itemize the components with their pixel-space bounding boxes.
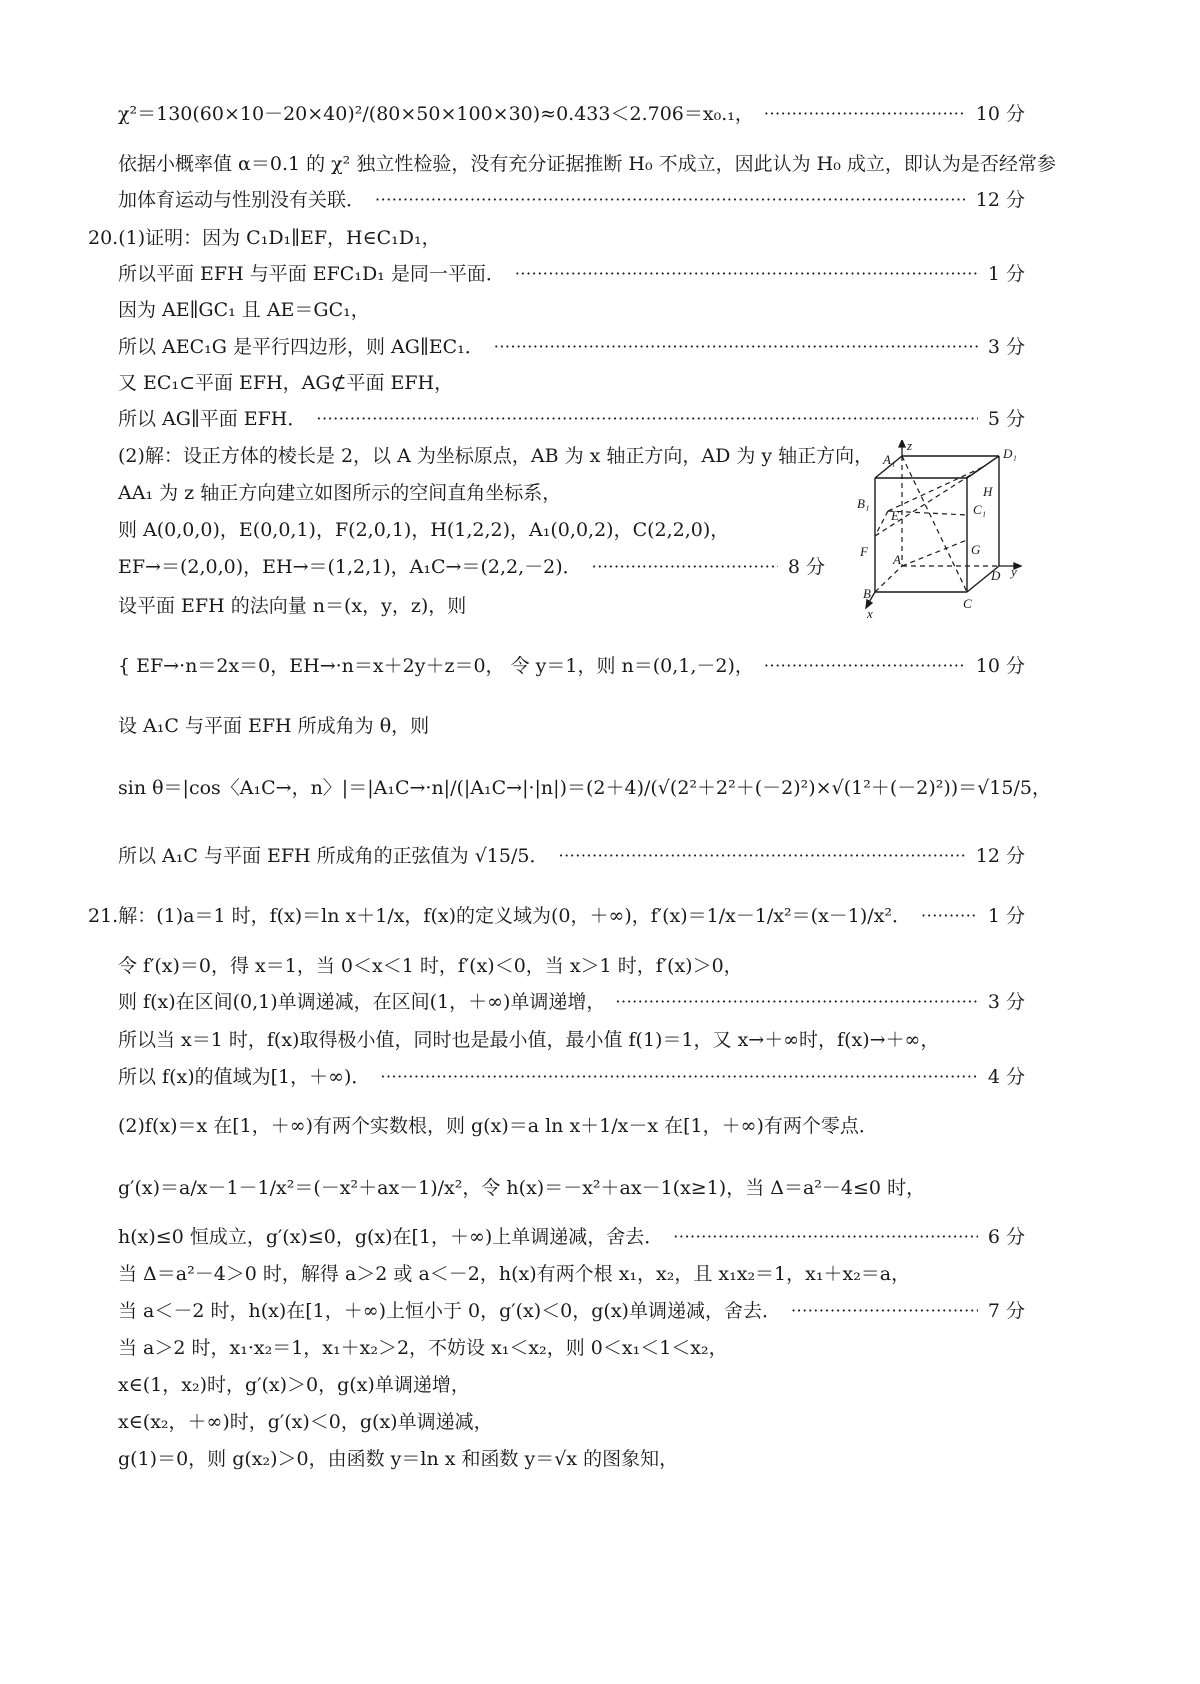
q21-line (118, 1332, 1200, 1364)
line-text: x∈(x₂，＋∞)时，g′(x)＜0，g(x)单调递减， (118, 1411, 493, 1433)
line-text: sin θ＝|cos〈A₁C→，n〉|＝|A₁C→·n|/(|A₁C→|·|n|)＝(2＋4)/(√(2²＋2²＋(－2)²)×√(1²＋(－2)²))＝√15/5， (118, 777, 1051, 799)
line-text: 则 f(x)在区间(0,1)单调递减，在区间(1，＋∞)单调递增， (118, 991, 606, 1013)
q21-head (88, 900, 1025, 932)
line-text: (2)解：设正方体的棱长是 2，以 A 为坐标原点，AB 为 x 轴正方向，AD 为 y 轴正方向， (118, 445, 874, 467)
label-D1: D₁ (1003, 446, 1017, 461)
line-text: { EF→·n＝2x＝0，EH→·n＝x＋2y＋z＝0， 令 y＝1，则 n＝(0,1,－2)， (118, 655, 754, 677)
dot-leader (380, 1061, 978, 1093)
score: 1 分 (987, 263, 1025, 285)
score: 12 分 (975, 189, 1025, 211)
line-text: 当 a＜－2 时，h(x)在[1，＋∞)上恒小于 0，g′(x)＜0，g(x)单调递减，舍去． (118, 1300, 781, 1322)
score: 4 分 (987, 1066, 1025, 1088)
score: 7 分 (987, 1300, 1025, 1322)
score: 12 分 (975, 845, 1025, 867)
line-text: χ²＝130(60×10－20×40)²/(80×50×100×30)≈0.433＜2.706＝x₀.₁， (118, 103, 754, 125)
line-text: 加体育运动与性别没有关联． (118, 189, 366, 211)
line-text: 设 A₁C 与平面 EFH 所成角为 θ，则 (118, 715, 430, 737)
cube-figure (855, 440, 1035, 620)
line-text: 因为 AE∥GC₁ 且 AE＝GC₁， (118, 299, 370, 321)
line-text: 令 f′(x)＝0，得 x＝1，当 0＜x＜1 时，f′(x)＜0，当 x＞1 时，f′(x)＞0， (118, 955, 743, 977)
q21-line (118, 1258, 1200, 1290)
q20-coordinates (118, 514, 1200, 546)
q21-line (118, 1443, 1200, 1475)
score: 3 分 (987, 336, 1025, 358)
q20-line (118, 367, 1200, 399)
label-A1: A₁ (883, 452, 896, 467)
label-C1: C₁ (973, 502, 987, 517)
line-text: 21.解：(1)a＝1 时，f(x)＝ln x＋1/x，f(x)的定义域为(0，＋∞)，f′(x)＝1/x－1/x²＝(x－1)/x²． (88, 905, 912, 927)
q20-line (118, 258, 1025, 290)
label-F: F (860, 544, 868, 559)
score: 8 分 (787, 556, 825, 578)
z-arrow-icon (899, 440, 905, 447)
label-B: B (863, 586, 871, 601)
q20-vectors (118, 551, 825, 583)
dot-leader (673, 1221, 978, 1253)
q21-line (118, 1406, 1200, 1438)
q21-line (118, 950, 1200, 982)
segment-EC1 (888, 511, 967, 515)
line-text: 所以 f(x)的值域为[1，＋∞)． (118, 1066, 371, 1088)
q21-derivative (118, 1172, 1200, 1204)
q20-answer (118, 840, 1025, 872)
line-text: 则 A(0,0,0)，E(0,0,1)，F(2,0,1)，H(1,2,2)，A₁(0,0,2)，C(2,2,0)， (118, 519, 730, 541)
dot-leader (375, 184, 966, 216)
label-C: C (963, 596, 972, 611)
line-text: x∈(1，x₂)时，g′(x)＞0，g(x)单调递增， (118, 1374, 470, 1396)
q20-proof-head (88, 222, 1200, 254)
label-y: y (1011, 564, 1017, 579)
q20-line (118, 477, 1200, 509)
score: 5 分 (987, 408, 1025, 430)
line-text: 所以 A₁C 与平面 EFH 所成角的正弦值为 √15/5． (118, 845, 549, 867)
dot-leader (791, 1295, 978, 1327)
line-text: 所以平面 EFH 与平面 EFC₁D₁ 是同一平面． (118, 263, 505, 285)
dot-leader (764, 650, 966, 682)
line-text: 所以当 x＝1 时，f(x)取得极小值，同时也是最小值，最小值 f(1)＝1，又 x→＋∞时，f(x)→＋∞， (118, 1029, 940, 1051)
segment-A1C (902, 456, 967, 592)
q20-part2-head (118, 440, 1200, 472)
score: 10 分 (975, 655, 1025, 677)
q20-line (118, 590, 1200, 622)
line-text: 依据小概率值 α＝0.1 的 χ² 独立性检验，没有充分证据推断 H₀ 不成立，因此认为 H₀ 成立，即认为是否经常参 (118, 153, 1056, 175)
label-D: D (991, 568, 1001, 583)
label-H: H (983, 484, 993, 499)
segment-AG (902, 540, 967, 566)
line-text: g(1)＝0，则 g(x₂)＞0，由函数 y＝ln x 和函数 y＝√x 的图象知， (118, 1448, 679, 1470)
line-text: h(x)≤0 恒成立，g′(x)≤0，g(x)在[1，＋∞)上单调递减，舍去． (118, 1226, 664, 1248)
dot-leader (316, 403, 977, 435)
score: 10 分 (975, 103, 1025, 125)
line-conclusion (118, 148, 1200, 180)
line-text: EF→＝(2,0,0)，EH→＝(1,2,1)，A₁C→＝(2,2,－2)． (118, 556, 582, 578)
dot-leader (494, 331, 978, 363)
dot-leader (558, 840, 965, 872)
line-text: g′(x)＝a/x－1－1/x²＝(－x²＋ax－1)/x²，令 h(x)＝－x²＋ax－1(x≥1)，当 Δ＝a²－4≤0 时， (118, 1177, 926, 1199)
line-conclusion-end (118, 184, 1025, 216)
segment-EF (875, 511, 888, 536)
hidden-edge (875, 566, 902, 592)
label-E: E (891, 508, 899, 523)
score: 3 分 (987, 991, 1025, 1013)
label-G: G (971, 542, 981, 557)
q20-line (118, 331, 1025, 363)
label-x: x (867, 606, 873, 620)
line-text: 所以 AEC₁G 是平行四边形，则 AG∥EC₁． (118, 336, 484, 358)
q21-line (118, 986, 1025, 1018)
label-A: A (893, 552, 901, 567)
dot-leader (592, 551, 778, 583)
dot-leader (515, 258, 978, 290)
score: 6 分 (987, 1226, 1025, 1248)
q20-line (118, 710, 1200, 742)
line-text: (2)f(x)＝x 在[1，＋∞)有两个实数根，则 g(x)＝a ln x＋1/x－x 在[1，＋∞)有两个零点． (118, 1115, 878, 1137)
label-z: z (907, 440, 913, 453)
dot-leader (764, 98, 966, 130)
line-text: 设平面 EFH 的法向量 n＝(x，y，z)，则 (118, 595, 467, 617)
q21-line (118, 1221, 1025, 1253)
dot-leader (921, 900, 978, 932)
q20-sin-formula (118, 772, 1200, 804)
line-text: 当 Δ＝a²－4＞0 时，解得 a＞2 或 a＜－2，h(x)有两个根 x₁，x₂，且 x₁x₂＝1，x₁＋x₂＝a， (118, 1263, 911, 1285)
q21-line (118, 1369, 1200, 1401)
q21-line (118, 1024, 1200, 1056)
line-text: 20.(1)证明：因为 C₁D₁∥EF，H∈C₁D₁， (88, 227, 441, 249)
line-text: 又 EC₁⊂平面 EFH，AG⊄平面 EFH， (118, 372, 454, 394)
line-text: 所以 AG∥平面 EFH． (118, 408, 307, 430)
label-B1: B₁ (857, 496, 870, 511)
line-chi-square (118, 98, 1025, 130)
score: 1 分 (987, 905, 1025, 927)
line-text: AA₁ 为 z 轴正方向建立如图所示的空间直角坐标系， (118, 482, 562, 504)
q20-line (118, 294, 1200, 326)
q20-line (118, 403, 1025, 435)
q21-line (118, 1295, 1025, 1327)
q21-part2-head (118, 1110, 1200, 1142)
edge (967, 456, 999, 478)
dot-leader (615, 986, 977, 1018)
q21-line (118, 1061, 1025, 1093)
line-text: 当 a＞2 时，x₁·x₂＝1，x₁＋x₂＞2，不妨设 x₁＜x₂，则 0＜x₁＜1＜x₂， (118, 1337, 728, 1359)
q20-system (118, 650, 1025, 682)
